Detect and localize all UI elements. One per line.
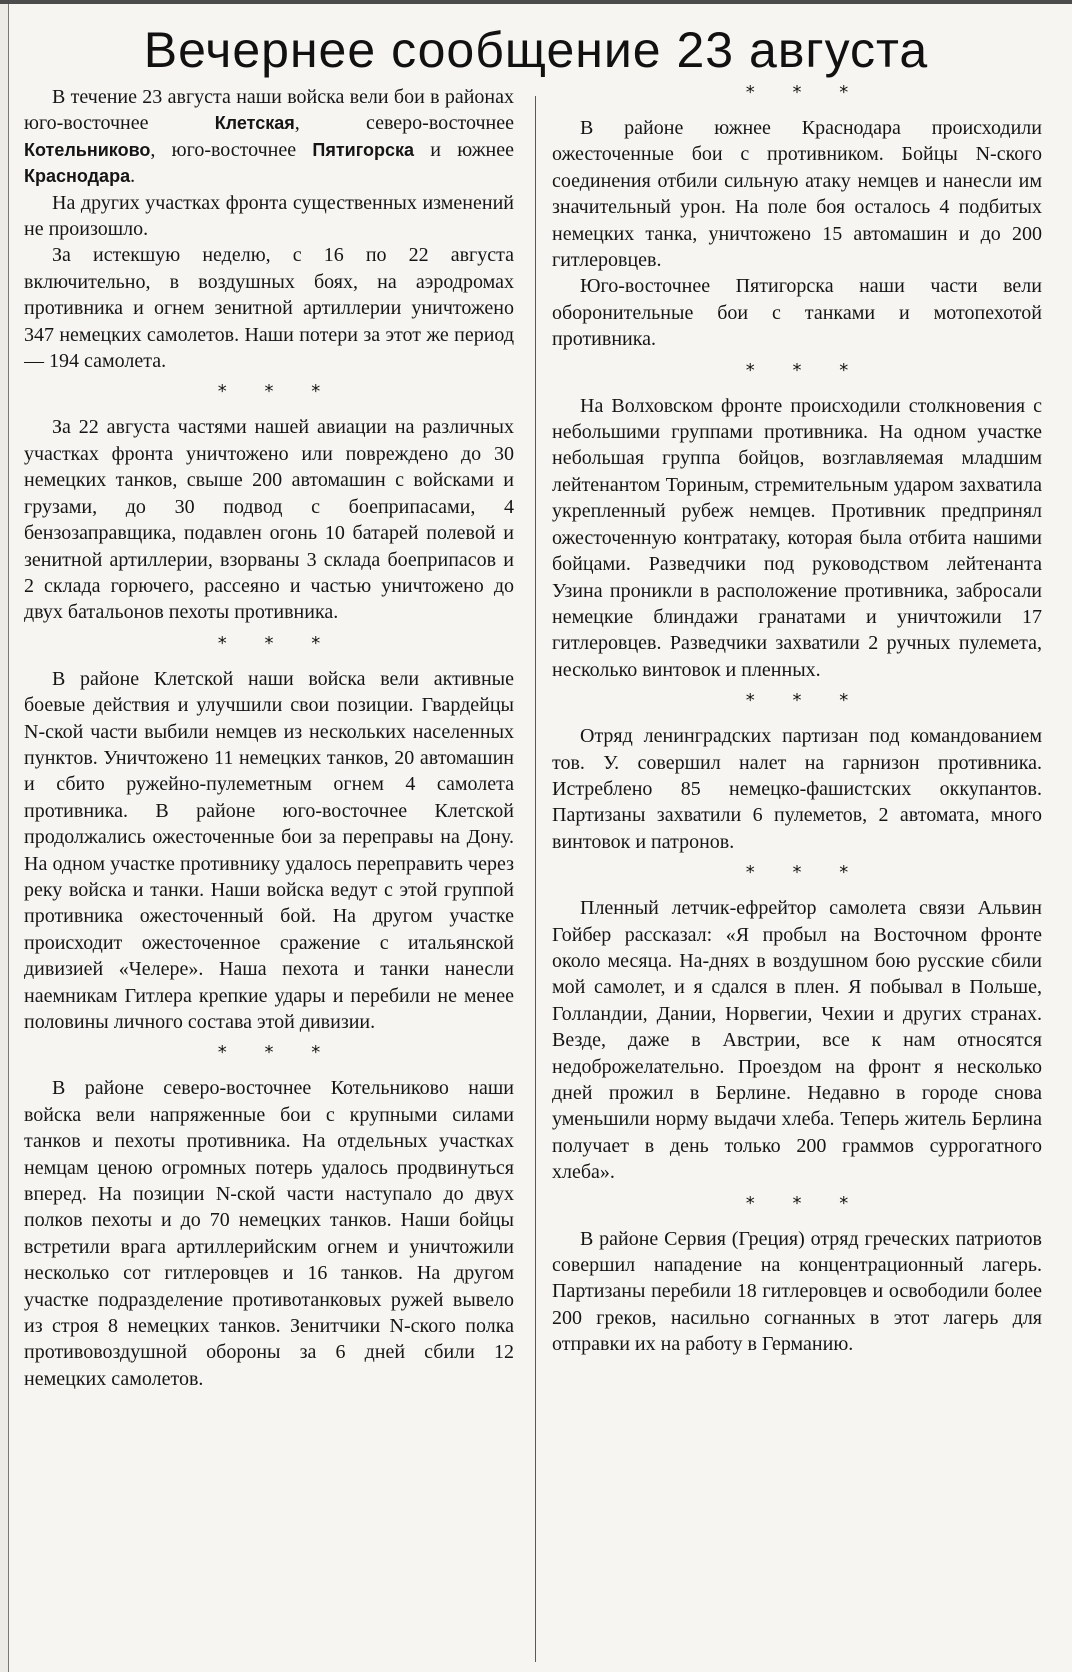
page-edge: [0, 0, 9, 1672]
paragraph: В районе Сервия (Греция) отряд греческих патриотов совершил нападение на концентрационный лагерь. Партизаны перебили 18 гитлеровцев и освободили более 200 греков, насильно согнанных в этот лагерь для отправки их на работу в Германию.: [552, 1227, 1042, 1356]
paragraph: Отряд ленинградских партизан под командованием тов. У. совершил налет на гарнизон противника. Истреблено 85 немецко-фашистских оккупантов. Партизаны захватили 6 пулеметов, 2 автомата, много винтовок и патронов.: [552, 725, 1042, 853]
right-column: [552, 84, 1042, 1670]
section-separator: * * *: [745, 359, 865, 381]
paragraph: В районе северо-восточнее Котельниково наши войска вели напряженные бои с крупными силами танков и пехоты противника. На отдельных участках немцам ценою огромных потерь удалось продвинуться вперед. На позиции N-ской части наступало до двух полков пехоты и до 70 немецких танков. Наши бойцы встретили врага артиллерийским огнем и уничтожили несколько сот гитлеровцев и 16 танков. На другом участке подразделение противотанковых ружей вывело из строя 8 немецких танков. Зенитчики N-ского полка противовоздушной обороны за 6 дней сбили 12 немецких самолетов.: [24, 1077, 514, 1390]
section-separator: * * *: [217, 1042, 337, 1064]
place-name: Пятигорска: [312, 139, 415, 160]
paragraph: За истекшую неделю, с 16 по 22 августа включительно, в воздушных боях, на аэродромах противника и огнем зенитной артиллерии уничтожено 347 немецких самолетов. Наши потери за этот же период — 194 самолета.: [24, 244, 514, 373]
paragraph: На других участках фронта существенных изменений не произошло.: [24, 191, 514, 241]
place-name: Клетская: [214, 113, 295, 134]
paragraph: Юго-восточнее Пятигорска наши части вели оборонительные бои с танками и мотопехотой противника.: [552, 275, 1042, 351]
section-separator: * * *: [217, 381, 337, 403]
left-column: [24, 84, 514, 1670]
section-separator: * * *: [745, 84, 865, 103]
paragraph-intro: В течение 23 августа наши войска вели бои в районах юго-восточнее Клетская, северо-восточнее Котельниково, юго-восточнее Пятигорска и южнее Краснодара.: [24, 86, 514, 188]
paragraph: На Волховском фронте происходили столкновения с небольшими группами противника. На одном участке небольшая группа бойцов, возглавляемая младшим лейтенантом Ториным, стремительным ударом захватила укрепленный рубеж немцев. Противник предпринял ожесточенную контратаку, которая была отбита нашими бойцами. Разведчики под руководством лейтенанта Узина проникли в расположение противника, забросали немецкие блиндажи гранатами и уничтожили 17 гитлеровцев. Разведчики захватили 2 ручных пулемета, несколько винтовок и пленных.: [552, 394, 1042, 681]
column-divider: [535, 96, 536, 1662]
paragraph: В районе Клетской наши войска вели активные боевые действия и улучшили свои позиции. Гвардейцы N-ской части выбили немцев из нескольких населенных пунктов. Уничтожено 11 немецких танков, 20 автомашин и сбито ружейно-пулеметным огнем 4 самолета противника. В районе юго-восточнее Клетской продолжались ожесточенные бои за переправы на Дону. На одном участке противнику удалось переправить через реку войска и танки. Наши войска ведут с этой группой противника ожесточенный бой. На другом участке происходит ожесточенное сражение с итальянской дивизией «Челере». Наша пехота и танки нанесли наемникам Гитлера крепкие удары и перебили не менее половины личного состава этой дивизии.: [24, 667, 514, 1033]
place-name: Краснодара: [24, 166, 131, 187]
paragraph: Пленный летчик-ефрейтор самолета связи Альвин Гойбер рассказал: «Я пробыл на Восточном фронте около месяца. На-днях в воздушном бою русские сбили мой самолет, и я сдался в плен. Я побывал в Польше, Голландии, Дании, Норвегии, Чехии и других странах. Везде, даже в Австрии, все к нам относятся недоброжелательно. Проездом на фронт я несколько дней прожил в Берлине. Недавно в городе снова уменьшили норму выдачи хлеба. Теперь житель Берлина получает в день только 200 граммов суррогатного хлеба».: [552, 897, 1042, 1184]
article-title: Вечернее сообщение 23 августа: [143, 22, 929, 78]
section-separator: * * *: [745, 1192, 865, 1214]
paragraph: За 22 августа частями нашей авиации на различных участках фронта уничтожено или повреждено до 30 немецких танков, свыше 200 автомашин с войсками и грузами, до 30 подвод с боеприпасами, 4 бензозаправщика, подавлен огонь 10 батарей полевой и зенитной артиллерии, взорваны 3 склада боеприпасов и 2 склада горючего, рассеяно и частью уничтожено до двух батальонов пехоты противника.: [24, 416, 514, 624]
top-rule: [0, 0, 1072, 4]
section-separator: * * *: [217, 632, 337, 654]
place-name: Котельниково: [24, 139, 151, 160]
paragraph: В районе южнее Краснодара происходили ожесточенные бои с противником. Бойцы N-ского соединения отбили сильную атаку немцев и нанесли им значительный урон. На поле боя осталось 4 подбитых немецких танка, уничтожено 15 автомашин и до 200 гитлеровцев.: [552, 117, 1042, 272]
section-separator: * * *: [745, 862, 865, 884]
section-separator: * * *: [745, 690, 865, 712]
